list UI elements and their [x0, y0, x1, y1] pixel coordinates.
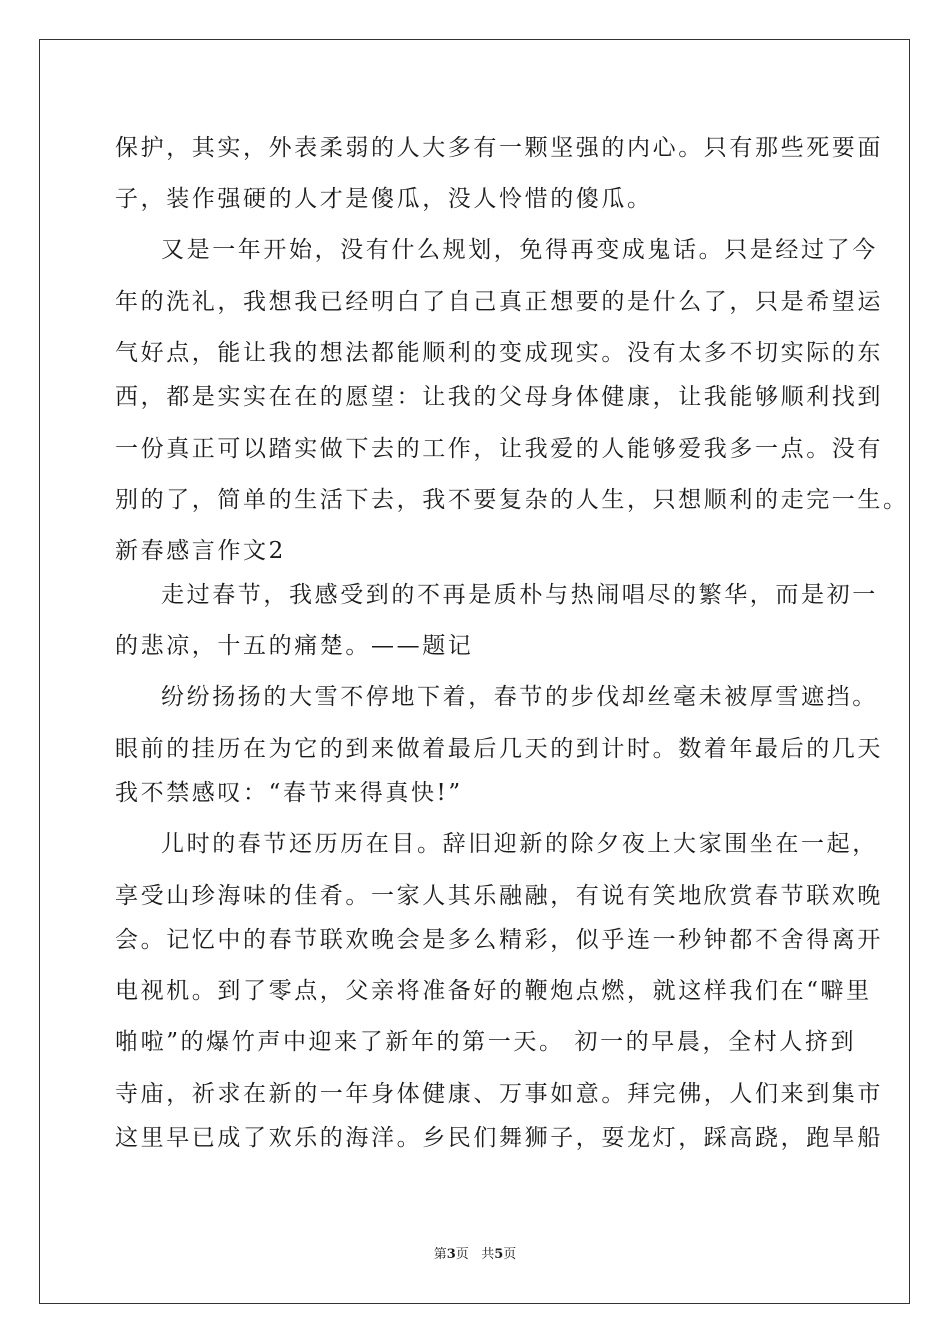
page-footer	[0, 1246, 950, 1264]
text-line: 保护，其实，外表柔弱的人大多有一颗坚强的内心。只有那些死要面	[115, 135, 883, 161]
text-line: 我不禁感叹：“春节来得真快!”	[115, 780, 463, 806]
total-suffix: 页	[503, 1247, 517, 1262]
paragraph-start: 又是一年开始，没有什么规划，免得再变成鬼话。只是经过了今	[161, 237, 878, 263]
section-heading: 新春感言作文2	[115, 538, 286, 564]
current-page-number: 3	[446, 1247, 456, 1262]
text-line: 啪啦”的爆竹声中迎来了新年的第一天。 初一的早晨，全村人挤到	[115, 1029, 857, 1055]
text-line: 子，装作强硬的人才是傻瓜，没人怜惜的傻瓜。	[115, 186, 653, 212]
text-line: 一份真正可以踏实做下去的工作，让我爱的人能够爱我多一点。没有	[115, 436, 883, 462]
text-line: 电视机。到了零点，父亲将准备好的鞭炮点燃，就这样我们在“噼里	[115, 978, 872, 1004]
text-line: 西，都是实实在在的愿望：让我的父母身体健康，让我能够顺利找到	[115, 384, 883, 410]
paragraph-start: 纷纷扬扬的大雪不停地下着，春节的步伐却丝毫未被厚雪遮挡。	[161, 684, 878, 710]
text-line: 年的洗礼，我想我已经明白了自己真正想要的是什么了，只是希望运	[115, 289, 883, 315]
page-prefix: 第	[433, 1247, 447, 1262]
text-line: 会。记忆中的春节联欢晚会是多么精彩，似乎连一秒钟都不舍得离开	[115, 927, 883, 953]
paragraph-start: 儿时的春节还历历在目。辞旧迎新的除夕夜上大家围坐在一起，	[161, 831, 878, 857]
text-line: 别的了，简单的生活下去，我不要复杂的人生，只想顺利的走完一生。	[115, 487, 909, 513]
text-line: 享受山珍海味的佳肴。一家人其乐融融，有说有笑地欣赏春节联欢晚	[115, 883, 883, 909]
text-line: 的悲凉，十五的痛楚。——题记	[115, 633, 474, 659]
text-line: 寺庙，祈求在新的一年身体健康、万事如意。拜完佛，人们来到集市	[115, 1081, 883, 1107]
total-page-number: 5	[494, 1247, 504, 1262]
paragraph-start: 走过春节，我感受到的不再是质朴与热闹唱尽的繁华，而是初一	[161, 582, 878, 608]
total-prefix: 共	[481, 1247, 495, 1262]
page-suffix: 页	[455, 1247, 469, 1262]
text-line: 气好点，能让我的想法都能顺利的变成现实。没有太多不切实际的东	[115, 340, 883, 366]
page-border	[39, 39, 910, 1304]
text-line: 这里早已成了欢乐的海洋。乡民们舞狮子，耍龙灯，踩高跷，跑旱船	[115, 1125, 883, 1151]
text-line: 眼前的挂历在为它的到来做着最后几天的到计时。数着年最后的几天	[115, 736, 883, 762]
